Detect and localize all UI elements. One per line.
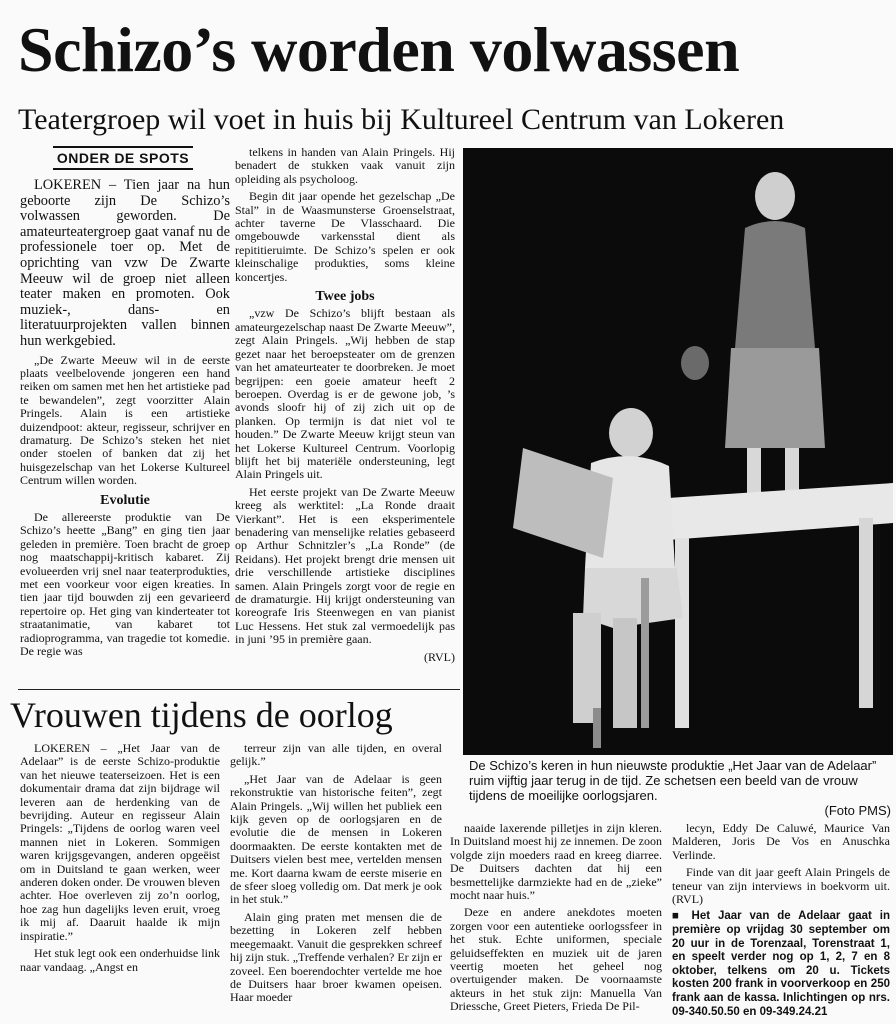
headline-secondary: Vrouwen tijdens de oorlog bbox=[10, 695, 393, 735]
paragraph: „De Zwarte Meeuw wil in de eerste plaats veelbelovende jongeren een hand reiken om samen met hen het artistieke pad te bewandelen”, zegt voorzitter Alain Pringels. Alain is een artistieke duizendpoot: akteur, regisseur, schrijver en dramaturg. De Schizo’s steken het niet onder stoelen of banken dat zij het huisgezelschap van het Lokerse Kultureel Centrum willen worden. bbox=[20, 352, 230, 488]
divider bbox=[18, 689, 460, 690]
article2-column-1 bbox=[20, 742, 220, 978]
article-column-1 bbox=[20, 178, 230, 662]
paragraph: De allereerste produktie van De Schizo’s heette „Bang” en ging tien jaar geleden in première. Toen bracht de groep nog maatschappij-kritisch kabaret. Zij evolueerden vrij snel naar teaterprodukties, met een voorkeur voor eigen kreaties. In tien jaar tijd bouwden zij een gevarieerd repertoire op. Het ging van kinderteater tot straatanimatie, van kabaret tot radioprogramma, van tragedie tot komedie. De regie was bbox=[20, 510, 230, 659]
paragraph: naaide laxerende pilletjes in zijn kleren. In Duitsland moest hij ze innemen. De zoon volgde zijn moeders raad en kreeg diarree. De Duitsers dachten dat hij een besmettelijke darmziekte had en de „zieke” mocht naar huis.” bbox=[450, 821, 662, 903]
article2-column-2 bbox=[230, 742, 442, 1009]
article-column-2 bbox=[235, 146, 455, 668]
paragraph: Alain ging praten met mensen die de bezetting in Lokeren zelf hebben meegemaakt. Vanuit die gesprekken schreef hij zijn stuk. „Treffende verhalen? Er zijn er zoveel. Een boerendochter vertelde me hoe de Duitsers haar broer kwamen opeisen. Haar moeder bbox=[230, 909, 442, 1005]
paragraph: Het eerste projekt van De Zwarte Meeuw kreeg als werktitel: „La Ronde draait Vierkant”. Het is een eksperimentele benadering van menselijke relaties gebaseerd op Arthur Schnitzler’s „La Ronde” (de Reidans). Het projekt brengt drie mensen uit drie verschillende artistieke disciplines samen. Alain Pringels zorgt voor de regie en de dramaturgie. Hij krijgt ondersteuning van koreografe Iris Steenwegen en van pianist Luc Hessens. Het stuk zal vermoedelijk pas in juni ’95 in première gaan. bbox=[235, 484, 455, 647]
headline: Schizo’s worden volwassen bbox=[18, 14, 740, 85]
paragraph: terreur zijn van alle tijden, en overal gelijk.” bbox=[230, 741, 442, 769]
paragraph: „Het Jaar van de Adelaar is geen rekonstruktie van historische feiten”, zegt Alain Pringels. „Wij willen het publiek een kijk geven op de oorlogsjaren en de evolutie die de mensen in Lokeren doormaakten. De eerste kontakten met de Duitsers vielen best mee, vertelden mensen me. Kort daarna kwam de eerste miserie en de sfeer sloeg volledig om. Dat merk je ook in het stuk.” bbox=[230, 771, 442, 907]
caption-text: De Schizo’s keren in hun nieuwste produktie „Het Jaar van de Adelaar” ruim vijftig jaar terug in de tijd. Ze schetsen een beeld van de vrouw tijdens de moeilijke oorlogsjaren. bbox=[469, 758, 877, 803]
article2-column-3 bbox=[450, 822, 662, 1018]
article2-column-4 bbox=[672, 822, 890, 1023]
paragraph: telkens in handen van Alain Pringels. Hij benadert de stukken vaak vanuit zijn opleiding als psycholoog. bbox=[235, 145, 455, 186]
photo-caption bbox=[469, 758, 891, 818]
paragraph: Deze en andere anekdotes moeten zorgen voor een autentieke oorlogssfeer in het stuk. Echte uniformen, speciale geluidseffekten en muziek uit de jaren veertig moeten het geheel nog overtuigender maken. De voornaamste akteurs in het stuk zijn: Manuella Van Driessche, Greet Pieters, Frieda De Pil- bbox=[450, 905, 662, 1014]
paragraph: lecyn, Eddy De Caluwé, Maurice Van Malderen, Joris De Vos en Anuschka Verlinde. bbox=[672, 821, 890, 862]
event-info-box: ■ Het Jaar van de Adelaar gaat in première op vrijdag 30 september om 20 uur in de Torenzaal, Torenstraat 1, en speelt verder nog op 1, 2, 7 en 8 oktober, telkens om 20 u. Tickets kosten 200 frank in voorverkoop en 250 frank aan de kassa. Inlichtingen op nrs. 09-340.50.50 en 09-349.24.21 bbox=[672, 910, 890, 1018]
section-kicker: ONDER DE SPOTS bbox=[53, 146, 193, 170]
paragraph: Het stuk legt ook een onderhuidse link naar vandaag. „Angst en bbox=[20, 946, 220, 974]
paragraph: Begin dit jaar opende het gezelschap „De Stal” in de Waasmunsterse Groenselstraat, achter taverne De Vlasschaard. Die omgebouwde varkensstal dient als repititieruimte. De Schizo’s spelen er ook kleinschalige produkties, soms kleine koncertjes. bbox=[235, 189, 455, 284]
stage-photo-illustration bbox=[463, 148, 893, 755]
paragraph: LOKEREN – „Het Jaar van de Adelaar” is de eerste Schizo-produktie van het nieuwe teaterseizoen. Het is een dokumentair drama dat zijn bijdrage wil leveren aan de herdenking van de bevrijding. Auteur en regisseur Alain Pringels: „Tijdens de oorlog waren veel mannen niet in Lokeren. Sommigen waren krijgsgevangen, anderen opgeëist om in Duitsland te gaan werken, weer anderen doken onder. De vrouwen bleven achter. Hoe overleven zij zo’n oorlog, hoe zag hun dagelijks leven eruit, vroeg ik mij af. Daaruit haalde ik mijn inspiratie.” bbox=[20, 741, 220, 943]
paragraph: Finde van dit jaar geeft Alain Pringels de teneur van zijn interviews in boekvorm uit. (RVL) bbox=[672, 865, 890, 907]
section-subhead: Twee jobs bbox=[315, 289, 375, 305]
lead-paragraph: LOKEREN – Tien jaar na hun geboorte zijn De Schizo’s volwassen geworden. De amateurteatergroep gaat vanaf nu de professionele toer op. Met de oprichting van vzw De Zwarte Meeuw wil de groep niet alleen teater maken en promoten. Ook muziek-, dans- en literatuurprojekten vallen binnen hun werkgebied. bbox=[20, 177, 230, 349]
byline: (RVL) bbox=[423, 649, 455, 664]
subheadline: Teatergroep wil voet in huis bij Kultureel Centrum van Lokeren bbox=[18, 103, 785, 136]
section-subhead: Evolutie bbox=[100, 492, 150, 508]
stage-photo bbox=[463, 148, 893, 755]
photo-credit: (Foto PMS) bbox=[824, 803, 891, 818]
paragraph: „vzw De Schizo’s blijft bestaan als amateurgezelschap naast De Zwarte Meeuw”, zegt Alain Pringels. „Wij hebben de stap gezet naar het beroepsteater om de grenzen van het amateurteater te doorbreken. Je moet begrijpen: een goeie amateur heeft 2 beroepen. Overdag is er de gewone job, ’s avonds sloofr hij of zij zich uit op de planken. Op termijn is dat niet vol te houden.” De Zwarte Meeuw krijgt steun van het Lokerse Kultureel Centrum. Voorlopig blijft het bij materiële ondersteuning, legt Alain Pringels uit. bbox=[235, 306, 456, 482]
